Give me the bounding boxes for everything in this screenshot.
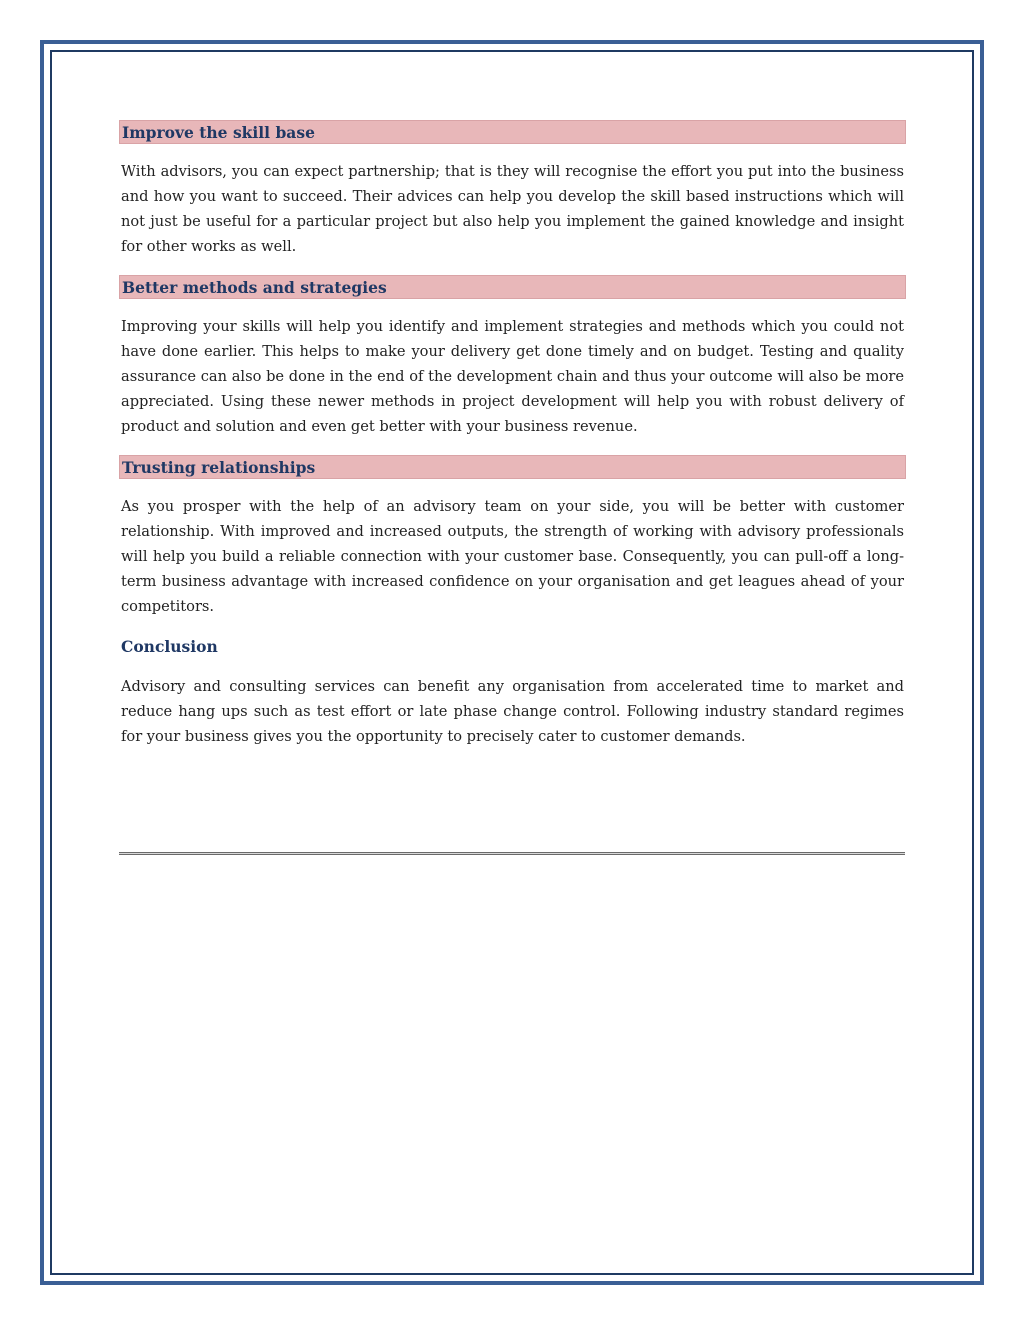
heading-better-methods: Better methods and strategies: [119, 275, 906, 299]
document-content: [119, 120, 906, 765]
heading-improve-skill-base: Improve the skill base: [119, 120, 906, 144]
heading-trusting-relationships: Trusting relationships: [119, 455, 906, 479]
paragraph-better-methods: Improving your skills will help you identify and implement strategies and methods which you could not have done earlier. This helps to make your delivery get done timely and on budget. Testing and quality assurance can also be done in the end of the development chain and thus your outcome will also be more appreciated. Using these newer methods in project development will help you with robust delivery of product and solution and even get better with your business revenue.: [121, 318, 904, 435]
heading-conclusion: Conclusion: [121, 637, 218, 656]
horizontal-rule: [119, 852, 905, 855]
paragraph-conclusion: Advisory and consulting services can benefit any organisation from accelerated time to market and reduce hang ups such as test effort or late phase change control. Following industry standard regimes for your business gives you the opportunity to precisely cater to customer demands.: [121, 678, 904, 745]
paragraph-improve-skill-base: With advisors, you can expect partnership; that is they will recognise the effort you put into the business and how you want to succeed. Their advices can help you develop the skill based instructions which will not just be useful for a particular project but also help you implement the gained knowledge and insight for other works as well.: [121, 163, 904, 255]
paragraph-trusting-relationships: As you prosper with the help of an advisory team on your side, you will be better with customer relationship. With improved and increased outputs, the strength of working with advisory professionals will help you build a reliable connection with your customer base. Consequently, you can pull-off a long-term business advantage with increased confidence on your organisation and get leagues ahead of your competitors.: [121, 498, 904, 615]
